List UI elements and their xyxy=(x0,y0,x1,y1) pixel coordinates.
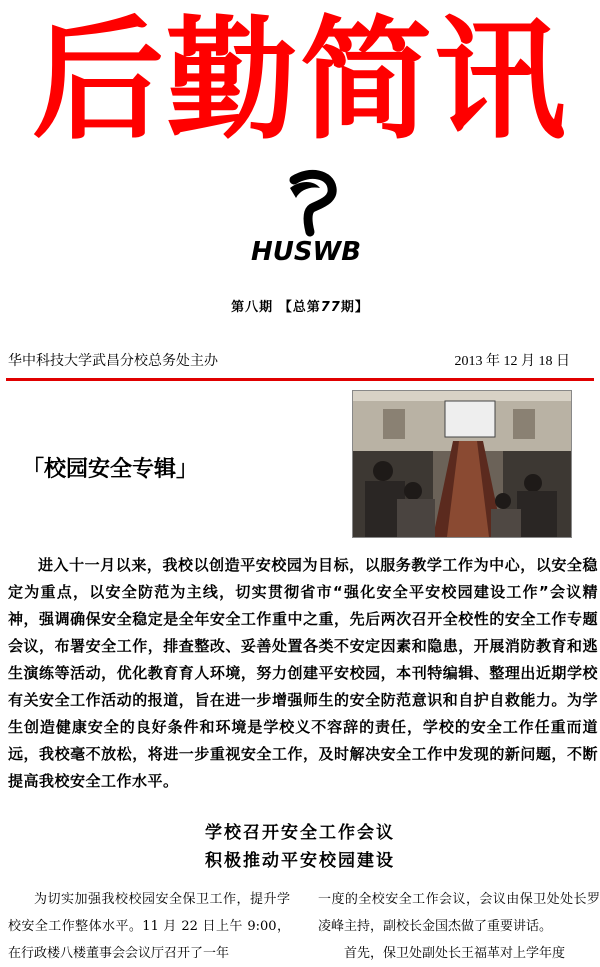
issue-label: 第八期 xyxy=(231,300,274,315)
article-headline-1: 学校召开安全工作会议 xyxy=(205,823,395,843)
article-column-left: 为切实加强我校校园安全保卫工作，提升学校安全工作整体水平。11 月 22 日上午 9:00，在行政楼八楼董事会会议厅召开了一年 xyxy=(8,892,290,961)
publish-date: 2013 年 12 月 18 日 xyxy=(454,354,570,369)
article-right-para-1: 一度的全校安全工作会议，会议由保卫处处长罗凌峰主持，副校长金国杰做了重要讲话。 xyxy=(318,892,600,934)
intro-paragraph: 进入十一月以来，我校以创造平安校园为目标，以服务教学工作为中心，以安全稳定为重点，以安全防范为主线，切实贯彻省市“强化安全平安校园建设工作”会议精神，强调确保安全稳定是全年安全工作重中之重，先后两次召开全校性的安全工作专题会议，布署安全工作，排查整改、妥善处置各类不安定因素和隐患，开展消防教育和逃生演练等活动，优化教育育人环境，努力创建平安校园，本刊特编辑、整理出近期学校有关安全工作活动的报道，旨在进一步增强师生的安全防范意识和自护自救能力。为学生创造健康安全的良好条件和环境是学校义不容辞的责任，学校的安全工作任重而道远，我校毫不放松，将进一步重视安全工作，及时解决安全工作中发现的新问题，不断提高我校安全工作水平。 xyxy=(8,556,598,790)
header-divider xyxy=(6,378,594,381)
article-headline-2: 积极推动平安校园建设 xyxy=(205,851,395,871)
issue-total-number: 77 xyxy=(320,300,341,315)
issue-total-prefix: 【总第 xyxy=(278,300,321,315)
meeting-photo xyxy=(352,390,572,538)
article-right-para-2: 首先，保卫处副处长王福革对上学年度 xyxy=(344,946,566,961)
article-column-right xyxy=(318,886,600,967)
organizer-line: 华中科技大学武昌分校总务处主办 xyxy=(8,353,218,369)
school-logo xyxy=(250,168,362,268)
special-issue-title: 「校园安全专辑」 xyxy=(22,456,199,482)
issue-total-suffix: 期】 xyxy=(340,300,369,315)
issue-line xyxy=(0,296,600,315)
masthead-title: 后勤简讯 xyxy=(32,3,568,158)
logo-text: HUSWB xyxy=(250,237,362,267)
